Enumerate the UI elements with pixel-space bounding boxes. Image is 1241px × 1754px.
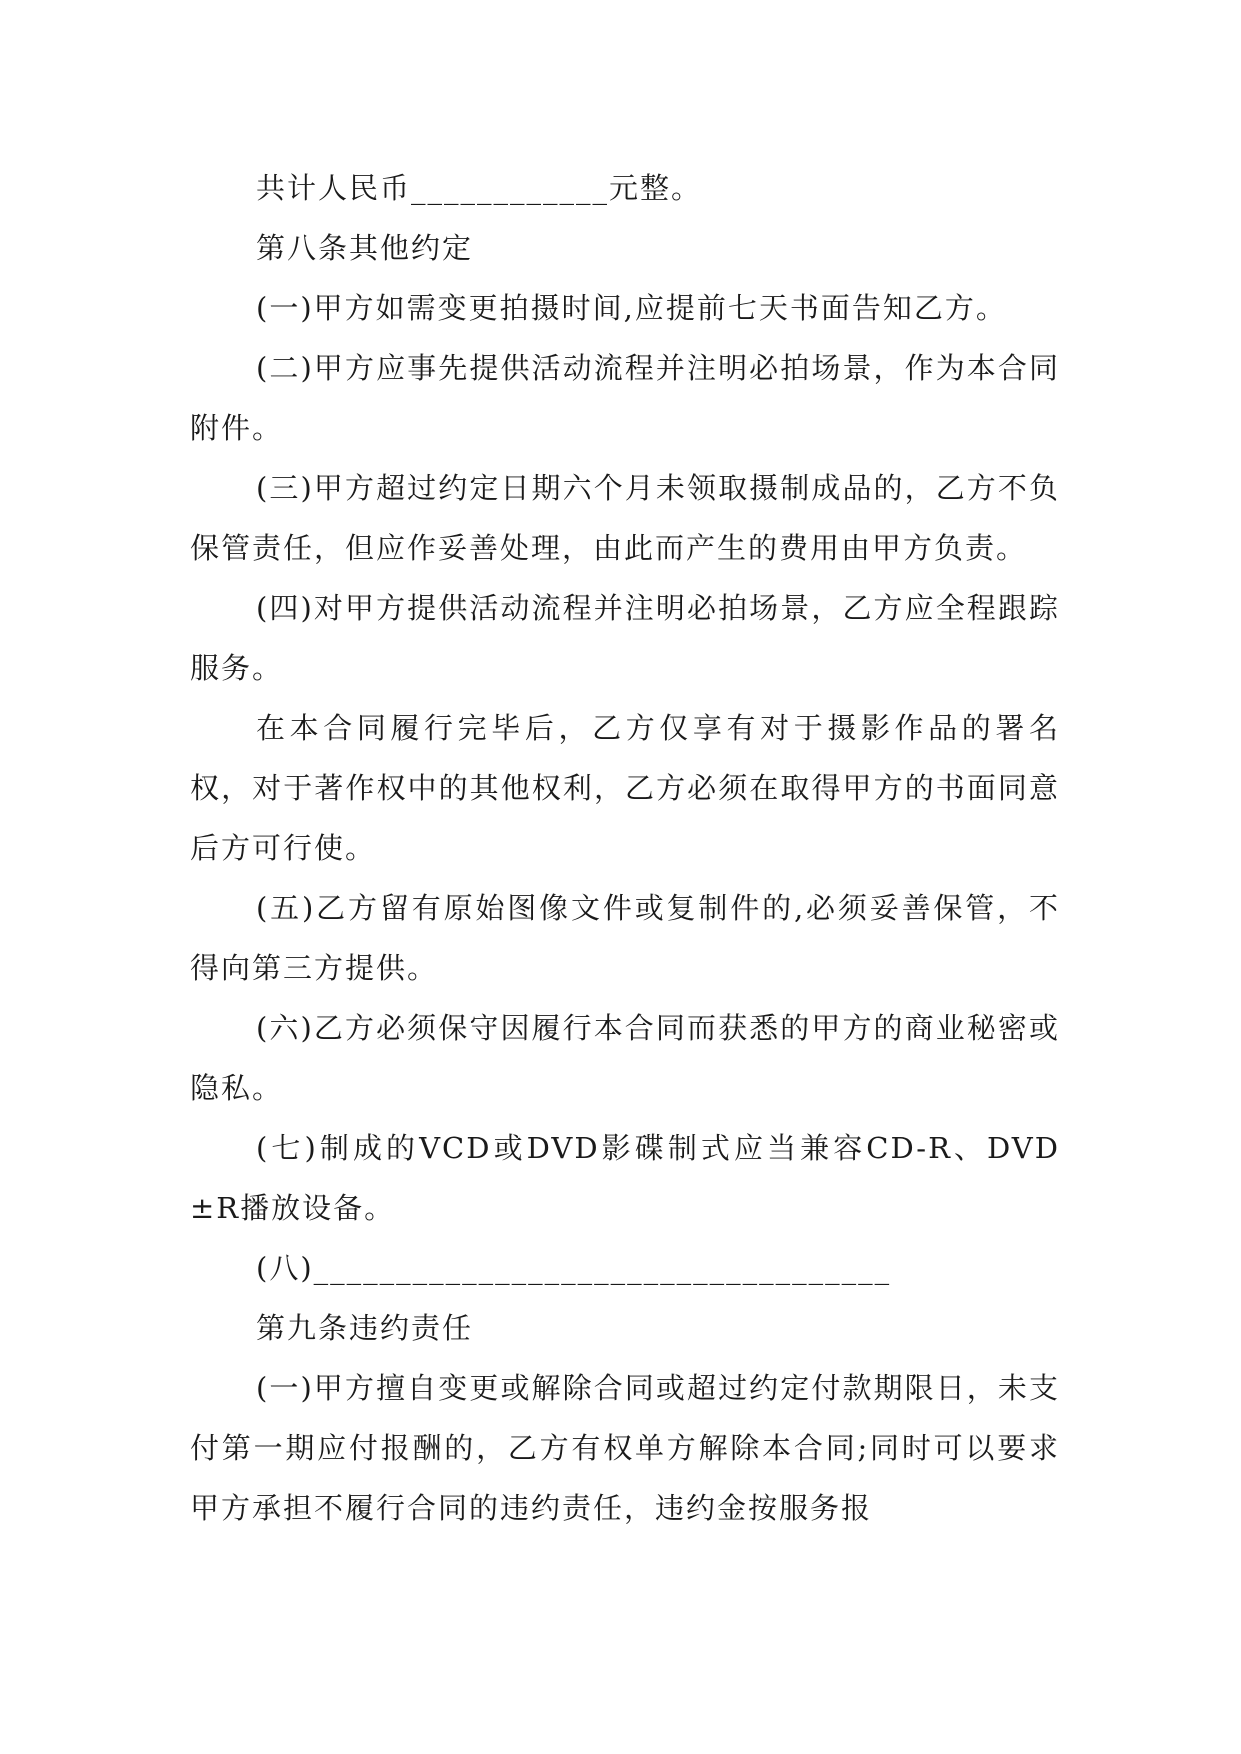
paragraph-clause-8-1: (一)甲方如需变更拍摄时间,应提前七天书面告知乙方。 xyxy=(256,291,1007,325)
paragraph-copyright: 在本合同履行完毕后，乙方仅享有对于摄影作品的署名权，对于著作权中的其他权利，乙方必须在取得甲方的书面同意后方可行使。 xyxy=(190,711,1060,865)
paragraph-clause-8-6: (六)乙方必须保守因履行本合同而获悉的甲方的商业秘密或隐私。 xyxy=(190,1011,1060,1105)
heading-article-9: 第九条违约责任 xyxy=(256,1311,474,1345)
paragraph-clause-8-8: (八)___________________________________ xyxy=(256,1251,892,1285)
paragraph-clause-8-2: (二)甲方应事先提供活动流程并注明必拍场景，作为本合同附件。 xyxy=(190,351,1060,445)
contract-body xyxy=(190,158,1060,1538)
paragraph-clause-8-5: (五)乙方留有原始图像文件或复制件的,必须妥善保管，不得向第三方提供。 xyxy=(190,891,1060,985)
paragraph-clause-8-4: (四)对甲方提供活动流程并注明必拍场景，乙方应全程跟踪服务。 xyxy=(190,591,1060,685)
paragraph-clause-8-7: (七)制成的VCD或DVD影碟制式应当兼容CD-R、DVD±R播放设备。 xyxy=(190,1131,1060,1225)
paragraph-clause-9-1: (一)甲方擅自变更或解除合同或超过约定付款期限日，未支付第一期应付报酬的，乙方有权单方解除本合同;同时可以要求甲方承担不履行合同的违约责任，违约金按服务报 xyxy=(190,1371,1060,1525)
paragraph-total-amount: 共计人民币____________元整。 xyxy=(256,171,703,205)
heading-article-8: 第八条其他约定 xyxy=(256,231,474,265)
paragraph-clause-8-3: (三)甲方超过约定日期六个月未领取摄制成品的，乙方不负保管责任，但应作妥善处理，由此而产生的费用由甲方负责。 xyxy=(190,471,1060,565)
